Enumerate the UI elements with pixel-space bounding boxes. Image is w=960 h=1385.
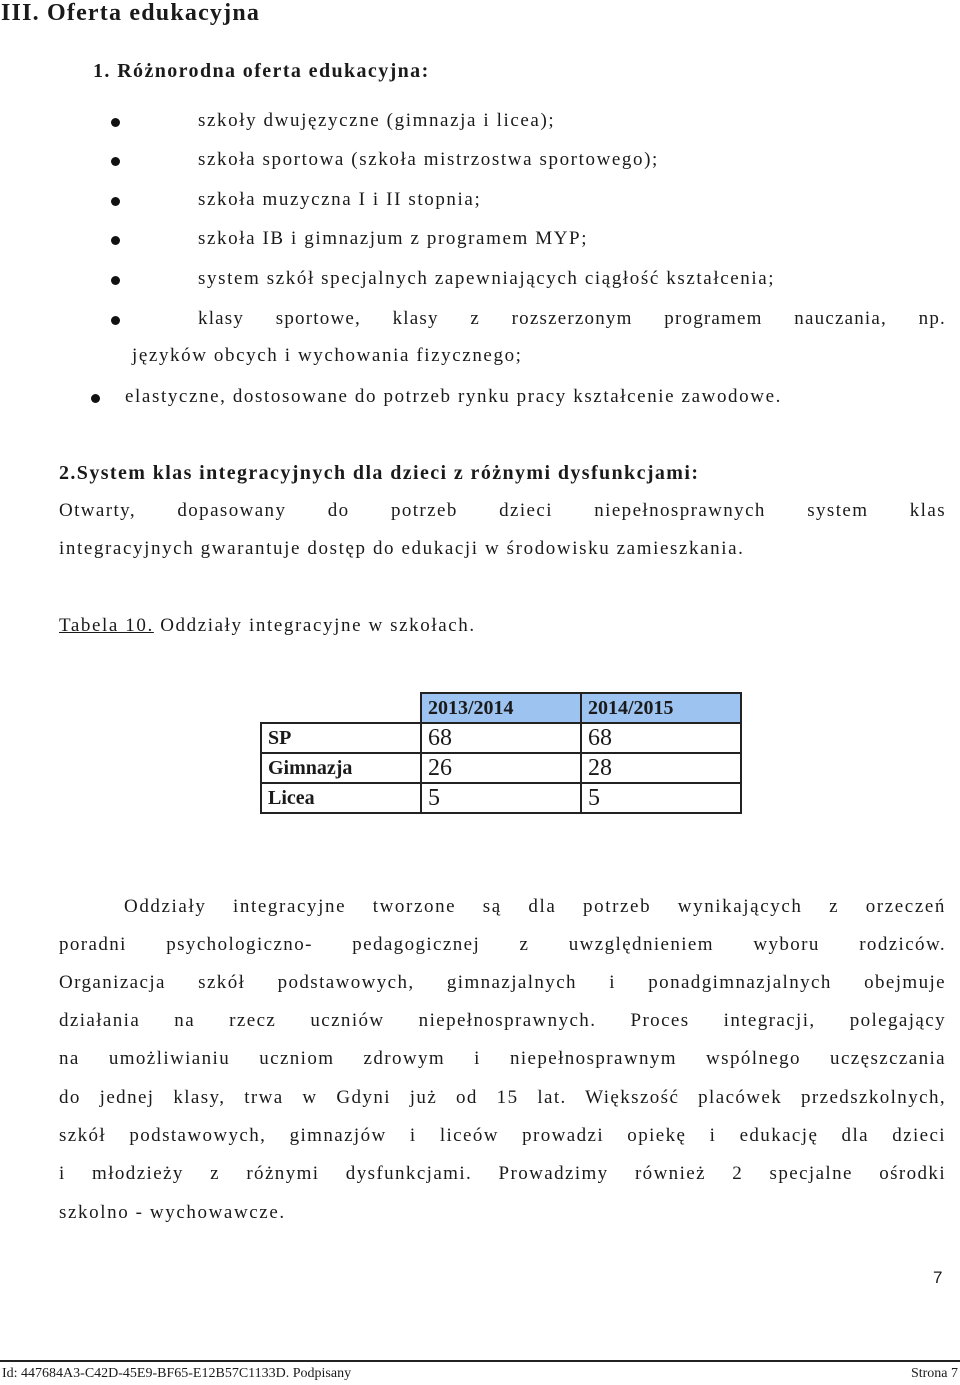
table-cell: 68 — [421, 723, 581, 753]
table-cell: 68 — [581, 723, 741, 753]
paragraph-line: poradni psychologiczno- pedagogicznej z uwzględnieniem wyboru rodziców. — [59, 934, 946, 955]
list-item: szkoła IB i gimnazjum z programem MYP; — [198, 228, 589, 249]
table-row — [261, 783, 741, 813]
table-cell: 26 — [421, 753, 581, 783]
subsection-heading-1: 1. Różnorodna oferta edukacyjna: — [93, 60, 430, 82]
footer-divider — [0, 1360, 960, 1362]
table-row — [261, 723, 741, 753]
table-caption — [59, 615, 476, 637]
table-row — [261, 753, 741, 783]
footer-document-id: Id: 447684A3-C42D-45E9-BF65-E12B57C1133D. Podpisany — [2, 1366, 352, 1381]
bullet-icon — [111, 157, 120, 166]
table-header-cell: 2013/2014 — [421, 693, 581, 723]
bullet-icon — [111, 316, 120, 325]
paragraph-line: Oddziały integracyjne tworzone są dla potrzeb wynikających z orzeczeń — [124, 896, 946, 917]
paragraph-line: do jednej klasy, trwa w Gdyni już od 15 lat. Większość placówek przedszkolnych, — [59, 1087, 946, 1108]
integration-classes-table — [260, 692, 742, 814]
paragraph-line: i młodzieży z różnymi dysfunkcjami. Prowadzimy również 2 specjalne ośrodki — [59, 1163, 946, 1184]
list-item: szkoła sportowa (szkoła mistrzostwa sportowego); — [198, 149, 659, 170]
paragraph-line: na umożliwianiu uczniom zdrowym i niepełnosprawnym wspólnego uczęszczania — [59, 1048, 946, 1069]
bullet-icon — [111, 276, 120, 285]
subsection-heading-2: 2.System klas integracyjnych dla dzieci z różnymi dysfunkcjami: — [59, 462, 700, 484]
list-item: klasy sportowe, klasy z rozszerzonym programem nauczania, np. — [198, 308, 946, 329]
bullet-icon — [91, 394, 100, 403]
list-item: szkoły dwujęzyczne (gimnazja i licea); — [198, 110, 556, 131]
bullet-icon — [111, 236, 120, 245]
table-caption-label: Tabela 10. — [59, 615, 154, 636]
paragraph-line: integracyjnych gwarantuje dostęp do edukacji w środowisku zamieszkania. — [59, 538, 745, 559]
paragraph-line: szkół podstawowych, gimnazjów i liceów prowadzi opiekę i edukację dla dzieci — [59, 1125, 946, 1146]
bullet-icon — [111, 197, 120, 206]
table-header-row — [261, 693, 741, 723]
table-caption-text: Oddziały integracyjne w szkołach. — [153, 615, 476, 636]
table-header-cell — [261, 693, 421, 723]
paragraph-line: działania na rzecz uczniów niepełnosprawnych. Proces integracji, polegający — [59, 1010, 946, 1031]
list-item: system szkół specjalnych zapewniających ciągłość kształcenia; — [198, 268, 776, 289]
footer-page-label: Strona 7 — [910, 1366, 958, 1381]
bullet-icon — [111, 118, 120, 127]
table-cell: 5 — [421, 783, 581, 813]
list-item: elastyczne, dostosowane do potrzeb rynku pracy kształcenie zawodowe. — [125, 386, 782, 407]
list-item: szkoła muzyczna I i II stopnia; — [198, 189, 482, 210]
table-cell: 5 — [581, 783, 741, 813]
paragraph-line: Organizacja szkół podstawowych, gimnazjalnych i ponadgimnazjalnych obejmuje — [59, 972, 946, 993]
table-cell-label: Gimnazja — [261, 753, 421, 783]
table-cell: 28 — [581, 753, 741, 783]
table-header-cell: 2014/2015 — [581, 693, 741, 723]
table-cell-label: Licea — [261, 783, 421, 813]
paragraph-line: Otwarty, dopasowany do potrzeb dzieci niepełnosprawnych system klas — [59, 500, 946, 521]
section-heading: III. Oferta edukacyjna — [1, 0, 261, 26]
list-item-continuation: języków obcych i wychowania fizycznego; — [132, 345, 523, 366]
page-number: 7 — [933, 1268, 943, 1287]
paragraph-line: szkolno - wychowawcze. — [59, 1202, 286, 1223]
table-cell-label: SP — [261, 723, 421, 753]
